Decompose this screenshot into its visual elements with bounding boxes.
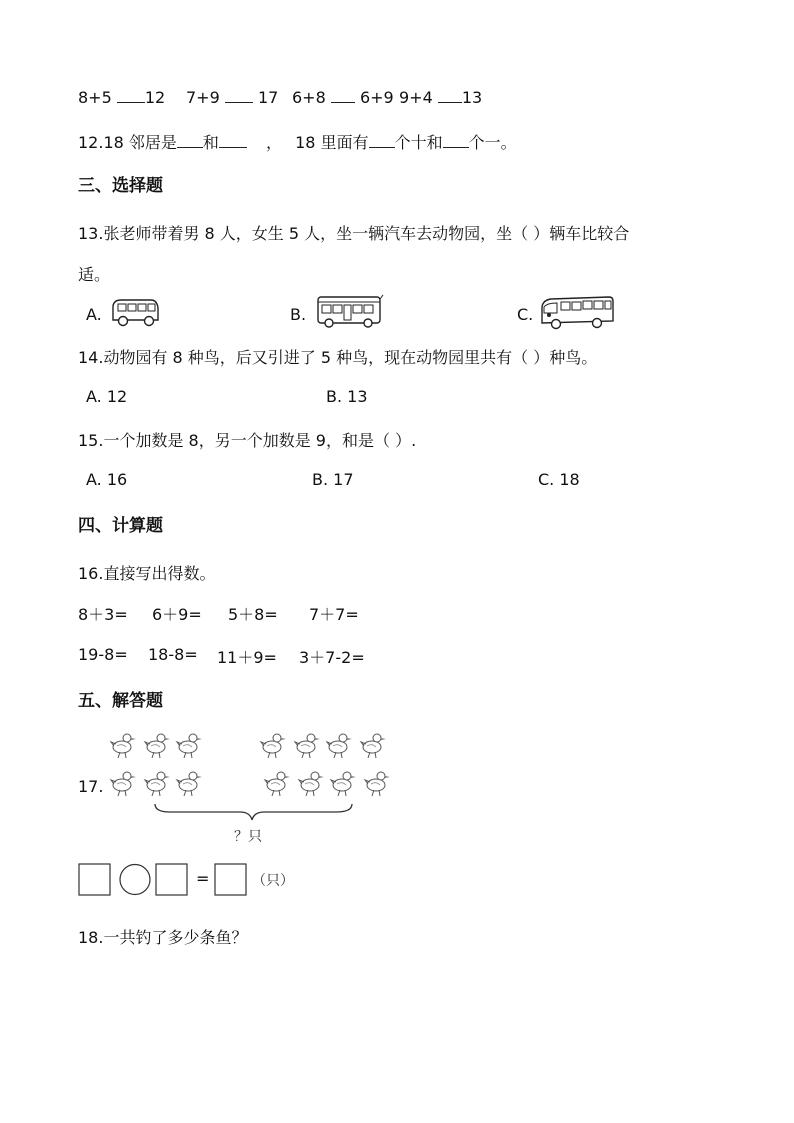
q11-item: 9+4 13 (399, 88, 483, 107)
q15-option-c[interactable]: C. 18 (538, 470, 580, 489)
q11-item: 8+5 12 (78, 88, 166, 107)
answer-blank[interactable] (177, 133, 203, 148)
q17-label: 17. (78, 777, 104, 796)
calc-item: 8＋3= (78, 605, 128, 624)
brace-label: ？只 (234, 829, 262, 845)
q11-item: 6+8 6+9 (292, 88, 394, 107)
q14-option-b[interactable]: B. 13 (326, 387, 368, 406)
q15-option-b[interactable]: B. 17 (312, 470, 354, 489)
answer-blank[interactable] (369, 133, 395, 148)
answer-box[interactable] (156, 864, 187, 895)
section-heading: 三、选择题 (78, 176, 163, 196)
big-bus-icon (539, 293, 615, 331)
calc-item: 19-8= (78, 645, 128, 664)
bus-icon (316, 293, 384, 331)
calc-item: 11＋9= (217, 648, 277, 667)
q15-option-a[interactable]: A. 16 (86, 470, 128, 489)
equals-sign: = (196, 869, 210, 888)
option-c-label[interactable]: C. (517, 305, 534, 324)
calc-item: 5＋8= (228, 605, 278, 624)
answer-blank[interactable] (443, 133, 469, 148)
q16-text: 16.直接写出得数。 (78, 564, 216, 583)
unit-label: （只） (252, 873, 294, 889)
answer-blank[interactable] (438, 88, 462, 103)
answer-box[interactable] (215, 864, 246, 895)
answer-blank[interactable] (225, 88, 253, 103)
operator-circle[interactable] (120, 865, 150, 895)
section-heading: 四、计算题 (78, 516, 163, 536)
calc-item: 7＋7= (309, 605, 359, 624)
answer-blank[interactable] (219, 133, 247, 148)
q13-line2: 适。 (78, 265, 111, 284)
section-heading: 五、解答题 (78, 691, 163, 711)
q18-text: 18.一共钓了多少条鱼？ (78, 928, 248, 947)
option-b-label[interactable]: B. (290, 305, 307, 324)
calc-item: 18-8= (148, 645, 198, 664)
answer-blank[interactable] (331, 88, 355, 103)
answer-blank[interactable] (117, 88, 145, 103)
q14-option-a[interactable]: A. 12 (86, 387, 128, 406)
q15-text: 15.一个加数是 8，另一个加数是 9，和是（ ）. (78, 431, 417, 450)
minibus-icon (109, 296, 161, 328)
option-a-label[interactable]: A. (86, 305, 102, 324)
q13-line1: 13.张老师带着男 8 人，女生 5 人，坐一辆汽车去动物园，坐（ ）辆车比较合 (78, 224, 630, 243)
answer-box[interactable] (79, 864, 110, 895)
calc-item: 6＋9= (152, 605, 202, 624)
q12-line: 12.18 邻居是 和 ， 18 里面有 个十和 个一。 (78, 133, 517, 152)
calc-item: 3＋7-2= (299, 648, 365, 667)
q14-text: 14.动物园有 8 种鸟，后又引进了 5 种鸟，现在动物园里共有（ ）种鸟。 (78, 348, 598, 367)
q11-item: 7+9 17 (186, 88, 279, 107)
